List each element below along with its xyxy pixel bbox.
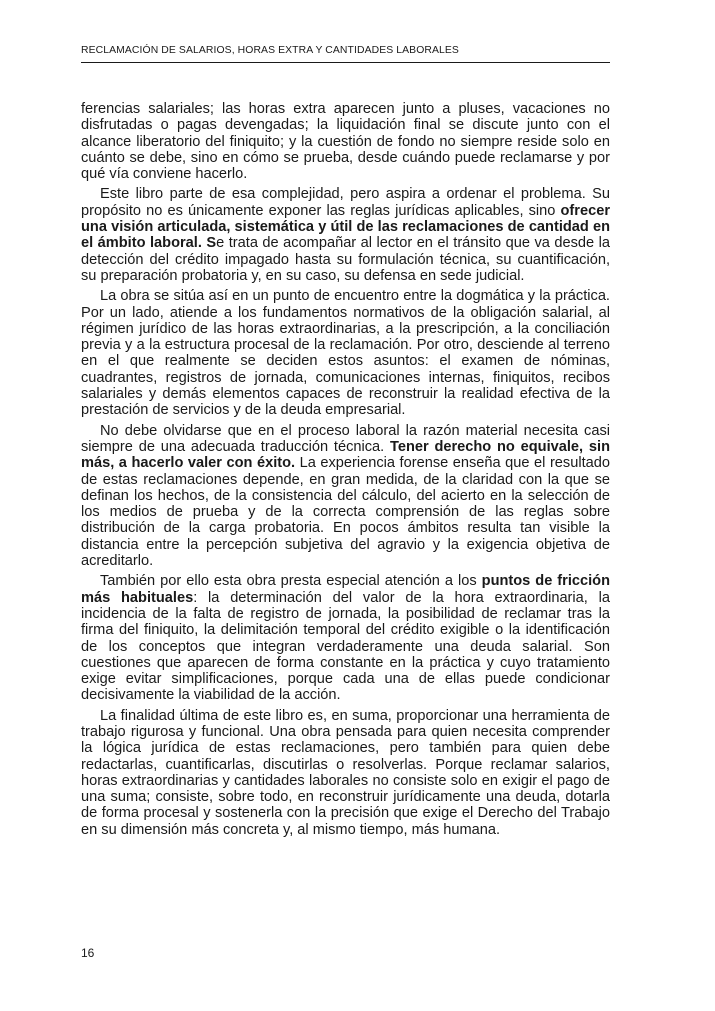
paragraph-1 [81, 101, 610, 182]
paragraph-text: Este libro parte de esa complejidad, pero aspira a ordenar el problema. Su propósito no es únicamente exponer las reglas jurídicas aplicables, sino [81, 186, 610, 219]
paragraph-text: La finalidad última de este libro es, en suma, proporcionar una herramienta de trabajo rigurosa y funcional. Una obra pensada para quien necesita comprender la lógica jurídica de estas reclamaciones, pero también para quien debe redactarlas, cuantificarlas, discutirlas o resolverlas. Porque reclamar salarios, horas extraordinarias y cantidades laborales no consiste solo en exigir el pago de una suma; consiste, sobre todo, en reconstruir jurídicamente una deuda, dotarla de forma procesal y sostenerla con la precisión que exige el Derecho del Trabajo en su dimensión más concreta y, al mismo tiempo, más humana. [81, 707, 610, 838]
paragraph-text: No debe olvidarse que en el proceso laboral la razón material necesita casi siempre de una adecuada traducción técnica. [81, 422, 610, 455]
paragraph-text: También por ello esta obra presta especial atención a los [100, 573, 482, 590]
paragraph-text: La experiencia forense enseña que el resultado de estas reclamaciones depende, en gran medida, de la claridad con la que se definan los hechos, de la consistencia del cálculo, del acierto en la selección de los medios de prueba y de la correcta comprensión de las reglas sobre distribución de la carga probatoria. En pocos ámbitos resulta tan visible la distancia entre la percepción subjetiva del agravio y la exigencia objetiva de acreditarlo. [81, 455, 610, 570]
body-text [81, 101, 610, 842]
header-rule [81, 62, 610, 63]
paragraph-4 [81, 423, 610, 570]
paragraph-2 [81, 186, 610, 284]
paragraph-text: : la determinación del valor de la hora extraordinaria, la incidencia de la falta de registro de jornada, la posibilidad de reclamar tras la firma del finiquito, la delimitación temporal del crédito exigible o la identificación de los conceptos que integran verdaderamente una deuda salarial. Son cuestiones que aparecen de forma constante en la práctica y cuyo tratamiento exige evitar simplificaciones, porque cada una de ellas puede condicionar decisivamente la viabilidad de la acción. [81, 589, 610, 704]
page-number: 16 [81, 946, 95, 960]
paragraph-5 [81, 573, 610, 703]
running-header: RECLAMACIÓN DE SALARIOS, HORAS EXTRA Y CANTIDADES LABORALES [81, 45, 459, 56]
paragraph-text: La obra se sitúa así en un punto de encuentro entre la dogmática y la práctica. Por un lado, atiende a los fundamentos normativos de la obligación salarial, al régimen jurídico de las horas extraordinarias, a la prescripción, a la conciliación previa y a la estructura procesal de la reclamación. Por otro, desciende al terreno en el que realmente se deciden estos asuntos: el examen de nóminas, cuadrantes, registros de jornada, comunicaciones internas, finiquitos, recibos salariales y demás elementos capaces de reconstruir la realidad efectiva de la prestación de servicios y de la deuda empresarial. [81, 288, 610, 419]
paragraph-emphasis: puntos de fricción más habituales [81, 573, 610, 606]
paragraph-text: e trata de acompañar al lector en el tránsito que va desde la detección del crédito impagado hasta su formulación técnica, su cuantificación, su preparación probatoria y, en su caso, su defensa en sede judicial. [81, 235, 610, 284]
paragraph-6 [81, 708, 610, 838]
paragraph-3 [81, 288, 610, 418]
paragraph-text: ferencias salariales; las horas extra aparecen junto a pluses, vacaciones no disfrutadas o pagas devengadas; la liquidación final se discute junto con el alcance liberatorio del finiquito; y la cuestión de fondo no siempre reside solo en cuánto se debe, sino en cómo se prueba, desde cuándo puede reclamarse y por qué vía conviene hacerlo. [81, 101, 610, 183]
paragraph-emphasis: Tener derecho no equivale, sin más, a hacerlo valer con éxito. [81, 438, 610, 472]
paragraph-emphasis: ofrecer una visión articulada, sistemática y útil de las reclamaciones de cantidad en el ámbito laboral. S [81, 202, 610, 252]
